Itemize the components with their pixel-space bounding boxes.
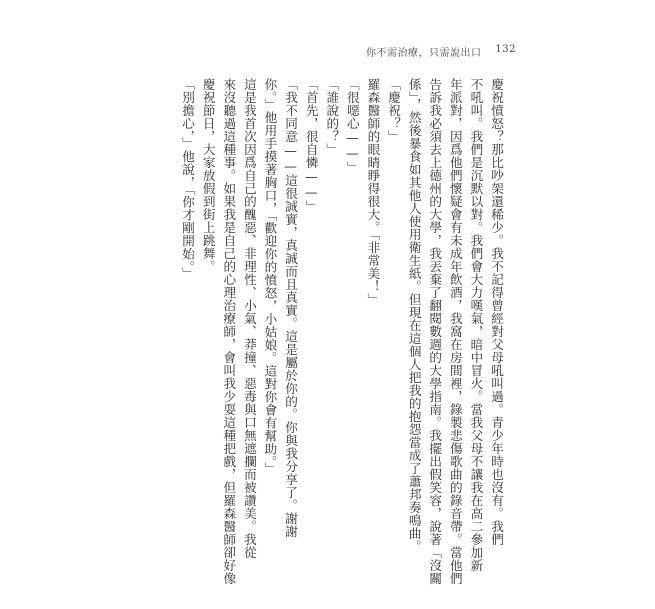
text-column: 「首先，很自憐——」: [303, 78, 319, 213]
text-column: 來沒聽過這種事。如果我是自己的心理治療師，會叫我少耍這種把戲，但羅森醫師卻好像: [221, 78, 237, 585]
text-column: 這是我首次因爲自己的醜惡、非理性、小氣、莽撞、惡毒與口無遮攔而被讚美。我從: [241, 78, 257, 559]
running-header: [366, 44, 516, 59]
text-column: 告訴我必須去上德州的大學，我丟棄了翻閱數週的大學指南。我擺出假笑容，說著「沒關: [427, 78, 443, 585]
text-column: 「我不同意——這很誠實，真誠而且真實。這是屬於你的。你與我分享了。謝謝: [283, 78, 299, 538]
text-column: 慶祝憤怒？那比吵架還稀少。我不記得曾經對父母吼叫過。青少年時也沒有。我們: [489, 78, 504, 546]
running-title: 你不需治療，只需說出口: [366, 48, 482, 59]
body-text: [178, 78, 505, 585]
text-column: 「別擔心，」他說，「你才剛開始。」: [180, 78, 196, 281]
text-column: 你。」他用手摸著胸口，「歡迎你的憤怒，小姑娘。這對你會有幫助。」: [262, 78, 278, 476]
text-column: 「很噁心——」: [344, 78, 360, 174]
text-column: 羅森醫師的眼睛睜得很大。「非常美！」: [365, 78, 381, 306]
text-column: 不吼叫。我們是沉默以對。我們會大力嘆氣，暗中冒火。當我父母不讓我在高二參加新: [468, 78, 484, 572]
text-column: 慶祝節日，大家放假到街上跳舞。: [200, 78, 216, 273]
page-number: 132: [495, 44, 516, 55]
text-column: 年派對，因爲他們懷疑會有未成年飲酒，我窩在房間裡，錄製悲傷歌曲的錄音帶。當他們: [447, 78, 463, 585]
text-column: 「誰說的？」: [324, 78, 340, 156]
text-column: 「慶祝？」: [386, 78, 402, 143]
text-column: 係」，然後暴食如其他人使用衛生紙。但現在這個人把我的抱怨當成了蕭邦奏鳴曲。: [406, 78, 422, 553]
